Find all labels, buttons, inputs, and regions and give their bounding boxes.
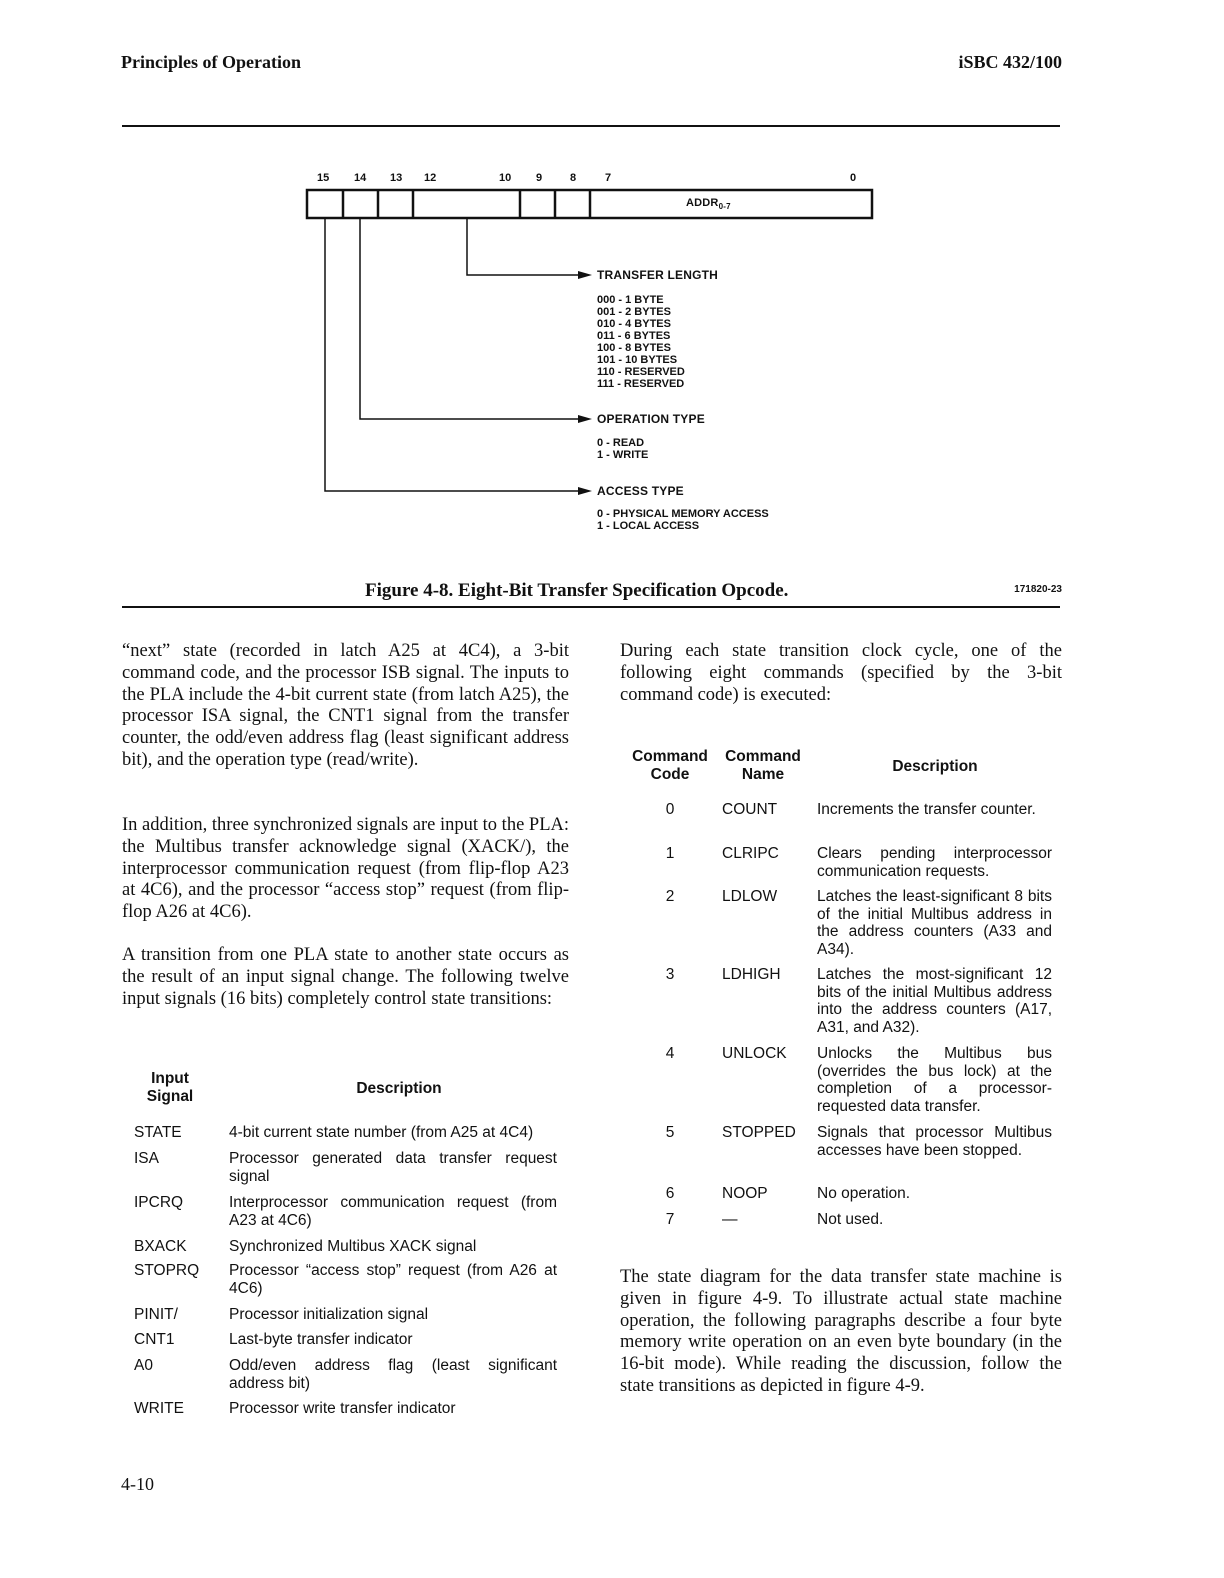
transfer-length-option: 010 - 4 BYTES xyxy=(597,318,671,330)
bit-number-0: 0 xyxy=(850,172,857,184)
operation-type-label: OPERATION TYPE xyxy=(597,412,705,426)
bit-number-7: 7 xyxy=(605,172,612,184)
command-name: UNLOCK xyxy=(722,1045,787,1062)
command-code: 6 xyxy=(665,1185,675,1202)
transfer-length-option: 101 - 10 BYTES xyxy=(597,354,678,366)
transfer-length-option: 111 - RESERVED xyxy=(597,378,685,390)
figure-rule xyxy=(122,606,1060,608)
command-name: CLRIPC xyxy=(722,845,779,862)
signal-description: Interprocessor communication request (from A23 at 4C6) xyxy=(229,1194,557,1229)
right-paragraph-intro: During each state transition clock cycle, one of the following eight commands (specified by the 3-bit command code) is executed: xyxy=(620,641,1062,705)
command-table-header-code: Command Code xyxy=(632,748,708,783)
right-paragraph-closing: The state diagram for the data transfer state machine is given in figure 4-9. To illustrate actual state machine operation, the following paragraphs describe a four byte memory write operation on an even byte boundary (in the 16-bit mode). While reading the discussion, follow the state transitions as depicted in figure 4-9. xyxy=(620,1267,1062,1396)
command-name: NOOP xyxy=(722,1185,768,1202)
operation-type-connector xyxy=(360,218,580,419)
command-name: LDLOW xyxy=(722,888,778,905)
transfer-length-option: 000 - 1 BYTE xyxy=(597,294,664,306)
arrow-operation-type xyxy=(578,415,592,423)
signal-name: WRITE xyxy=(134,1400,184,1417)
command-name: — xyxy=(722,1211,738,1228)
input-table-header-description: Description xyxy=(356,1080,442,1097)
transfer-length-options xyxy=(597,294,685,390)
signal-description: Synchronized Multibus XACK signal xyxy=(229,1238,477,1255)
command-code: 4 xyxy=(665,1045,675,1062)
access-type-label: ACCESS TYPE xyxy=(597,484,684,498)
command-code: 5 xyxy=(665,1124,675,1141)
operation-type-options xyxy=(597,437,648,461)
bit-number-14: 14 xyxy=(354,172,367,184)
signal-description: Last-byte transfer indicator xyxy=(229,1331,413,1348)
transfer-length-option: 100 - 8 BYTES xyxy=(597,342,671,354)
command-code: 2 xyxy=(665,888,675,905)
signal-name: ISA xyxy=(134,1150,159,1167)
bit-number-13: 13 xyxy=(390,172,403,184)
page-number: 4-10 xyxy=(121,1474,154,1494)
signal-name: STATE xyxy=(134,1124,182,1141)
command-description: Unlocks the Multibus bus (overrides the bus lock) at the completion of a processor-requested data transfer. xyxy=(817,1045,1052,1115)
signal-description: Processor “access stop” request (from A26 at 4C6) xyxy=(229,1262,557,1297)
access-type-options xyxy=(597,508,769,532)
signal-name: IPCRQ xyxy=(134,1194,184,1211)
command-code: 1 xyxy=(665,845,675,862)
command-table-header-description: Description xyxy=(892,758,978,775)
left-paragraph-3: A transition from one PLA state to another state occurs as the result of an input signal change. The following twelve input signals (16 bits) completely control state transitions: xyxy=(122,945,569,1009)
running-header-left: Principles of Operation xyxy=(121,52,301,72)
signal-name: A0 xyxy=(134,1357,153,1374)
command-name: COUNT xyxy=(722,801,778,818)
signal-description: Processor write transfer indicator xyxy=(229,1400,456,1417)
input-signal-table xyxy=(122,1070,572,1430)
arrow-access-type xyxy=(578,487,592,495)
addr-field-label: $ADDR_{0-7}$ xyxy=(686,197,731,212)
command-code: 0 xyxy=(665,801,675,818)
bit-number-10: 10 xyxy=(499,172,512,184)
bit-number-9: 9 xyxy=(536,172,543,184)
command-description: Not used. xyxy=(817,1211,884,1228)
access-type-option: 1 - LOCAL ACCESS xyxy=(597,520,700,532)
transfer-length-option: 011 - 6 BYTES xyxy=(597,330,671,342)
command-table xyxy=(625,746,1065,1236)
signal-name: CNT1 xyxy=(134,1331,175,1348)
figure-4-8 xyxy=(0,0,1224,560)
access-type-option: 0 - PHYSICAL MEMORY ACCESS xyxy=(597,508,769,520)
bit-number-12: 12 xyxy=(424,172,437,184)
command-description: Latches the least-significant 8 bits of the initial Multibus address in the address counters (A33 and A34). xyxy=(817,888,1052,958)
running-header-right: iSBC 432/100 xyxy=(958,52,1062,72)
command-description: Signals that processor Multibus accesses have been stopped. xyxy=(817,1124,1052,1159)
signal-description: Odd/even address flag (least significant address bit) xyxy=(229,1357,557,1392)
access-type-connector xyxy=(325,218,580,491)
transfer-length-option: 110 - RESERVED xyxy=(597,366,685,378)
figure-id: 171820-23 xyxy=(1014,584,1062,595)
command-code: 7 xyxy=(665,1211,675,1228)
signal-name: STOPRQ xyxy=(134,1262,200,1279)
operation-type-option: 0 - READ xyxy=(597,437,645,449)
arrow-transfer-length xyxy=(578,271,592,279)
signal-name: PINIT/ xyxy=(134,1306,178,1323)
command-description: No operation. xyxy=(817,1185,911,1202)
command-code: 3 xyxy=(665,966,675,983)
command-name: LDHIGH xyxy=(722,966,781,983)
signal-description: Processor generated data transfer request signal xyxy=(229,1150,557,1185)
signal-name: BXACK xyxy=(134,1238,187,1255)
command-description: Latches the most-significant 12 bits of the initial Multibus address into the address counters (A17, A31, and A32). xyxy=(817,966,1052,1036)
command-name: STOPPED xyxy=(722,1124,796,1141)
signal-description: 4-bit current state number (from A25 at 4C4) xyxy=(229,1124,534,1141)
input-table-header-signal: Input Signal xyxy=(146,1070,194,1105)
command-description: Clears pending interprocessor communication requests. xyxy=(817,845,1052,880)
command-table-header-name: Command Name xyxy=(725,748,801,783)
addr-field-subscript: 0-7 xyxy=(718,202,731,212)
transfer-length-label: TRANSFER LENGTH xyxy=(597,268,718,282)
left-paragraph-2: In addition, three synchronized signals are input to the PLA: the Multibus transfer acknowledge signal (XACK/), the interprocessor communication request (from flip-flop A23 at 4C6), and the processor “access stop” request (from flip-flop A26 at 4C6). xyxy=(122,815,569,923)
bit-number-8: 8 xyxy=(570,172,577,184)
bit-number-15: 15 xyxy=(317,172,330,184)
left-paragraph-1: “next” state (recorded in latch A25 at 4C4), a 3-bit command code, and the processor ISB signal. The inputs to the PLA include the 4-bit current state (from latch A25), the processor ISA signal, the CNT1 signal from the transfer counter, the odd/even address flag (least significant address bit), and the operation type (read/write). xyxy=(122,641,569,770)
signal-description: Processor initialization signal xyxy=(229,1306,429,1323)
transfer-length-option: 001 - 2 BYTES xyxy=(597,306,671,318)
transfer-length-connector xyxy=(467,218,580,275)
figure-caption: Figure 4-8. Eight-Bit Transfer Specification Opcode. xyxy=(365,580,789,601)
command-description: Increments the transfer counter. xyxy=(817,801,1036,818)
operation-type-option: 1 - WRITE xyxy=(597,449,649,461)
